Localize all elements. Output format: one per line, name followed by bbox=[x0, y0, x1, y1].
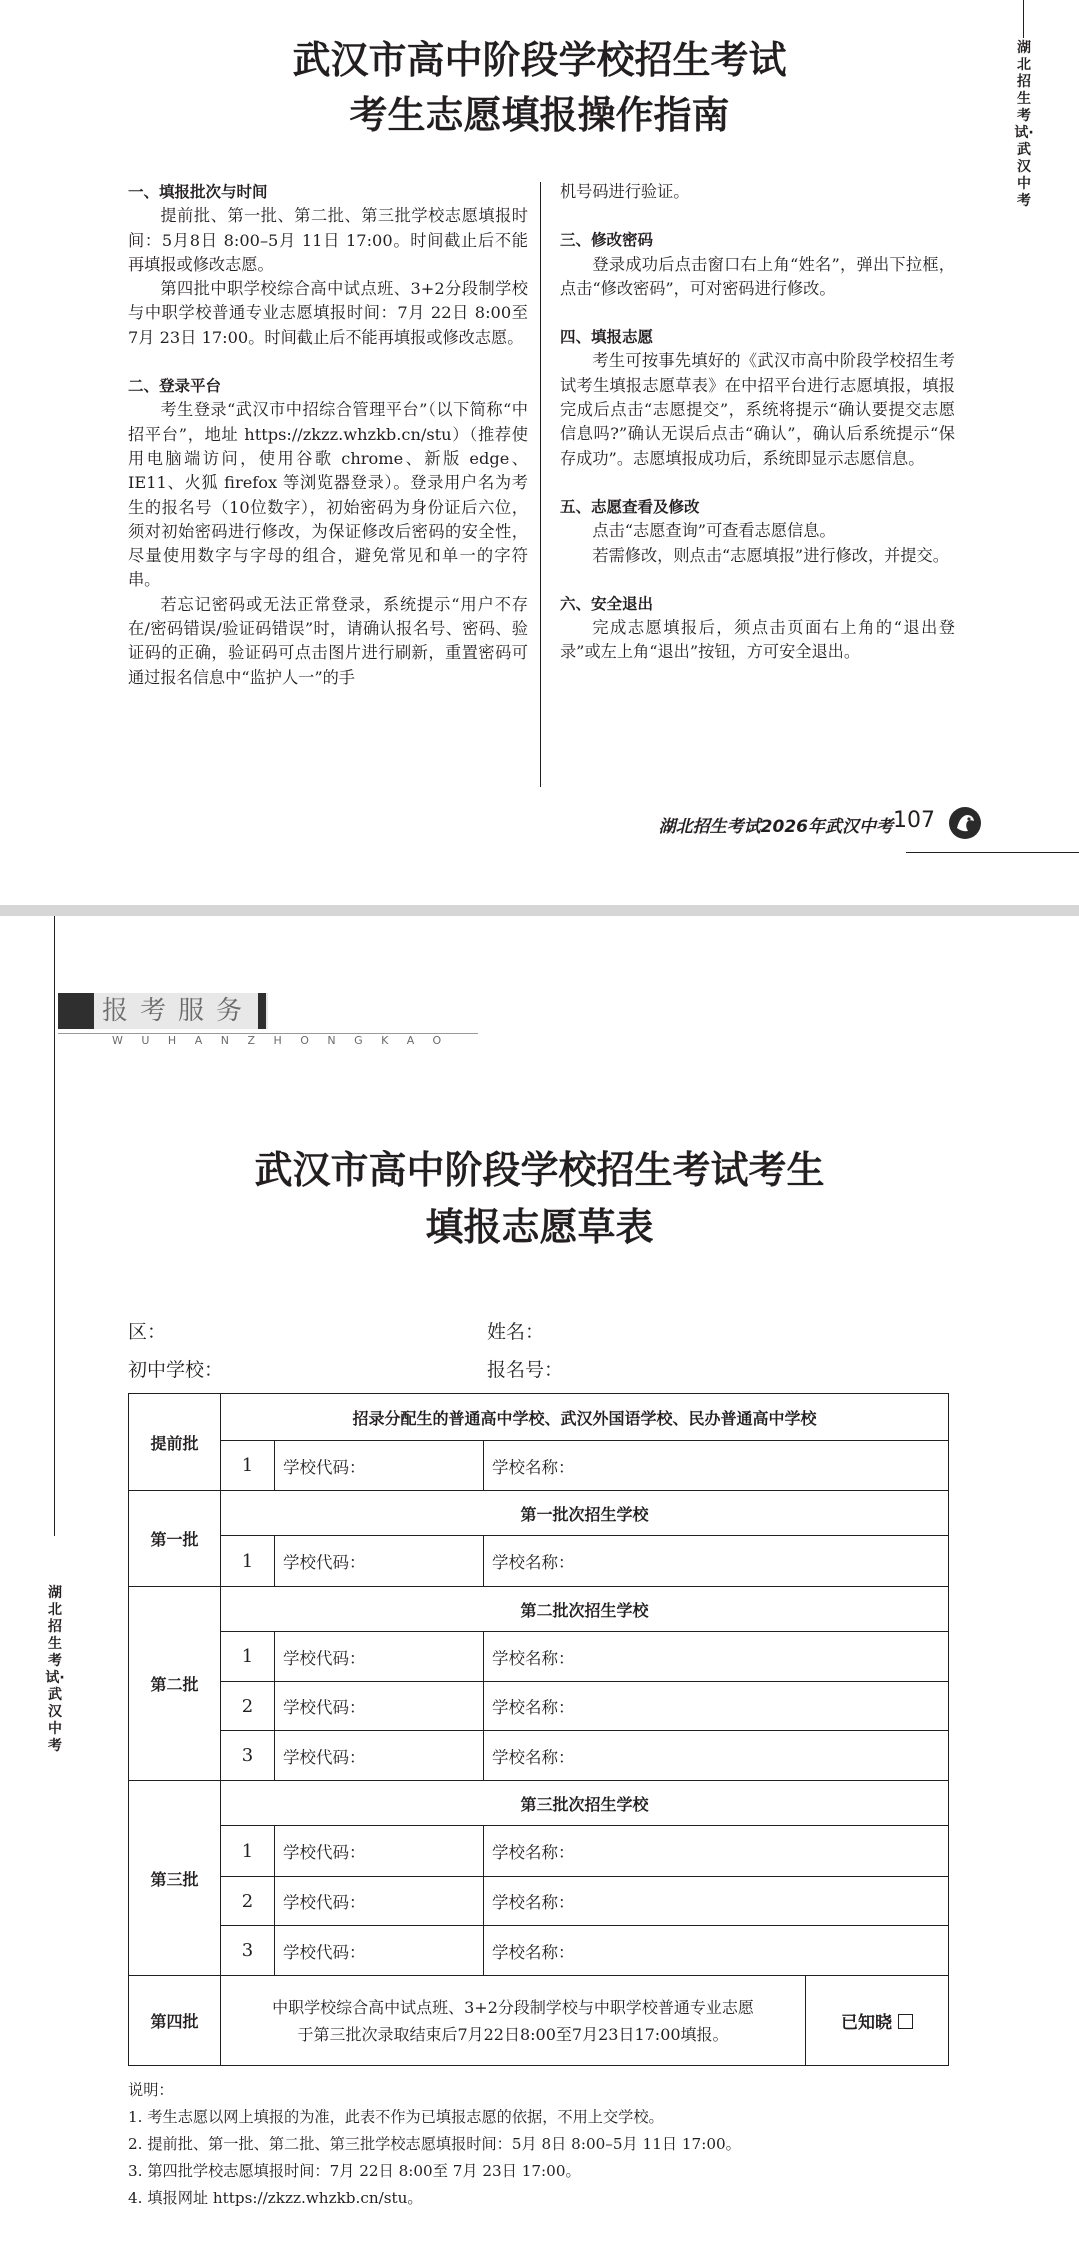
column-divider bbox=[540, 182, 541, 787]
guide-left-column bbox=[128, 180, 528, 690]
batch-label: 第二批 bbox=[129, 1587, 221, 1781]
note-item: 1. 考生志愿以网上填报的为准，此表不作为已填报志愿的依据，不用上交学校。 bbox=[128, 2108, 664, 2126]
page-separator bbox=[0, 905, 1079, 916]
reg-no-field-label: 报名号： bbox=[487, 1359, 564, 1381]
form-title-line2: 填报志愿草表 bbox=[425, 1205, 654, 1249]
volunteer-form-table bbox=[128, 1393, 949, 2066]
acknowledge-checkbox[interactable] bbox=[898, 2014, 913, 2029]
section-heading: 四、填报志愿 bbox=[560, 328, 654, 347]
section-heading: 五、志愿查看及修改 bbox=[560, 497, 700, 516]
footer-rule bbox=[906, 852, 1079, 853]
batch-header: 第一批次招生学校 bbox=[221, 1491, 949, 1536]
banner-subtitle: WUHANZHONGKAO bbox=[112, 1034, 460, 1047]
school-name-cell[interactable]: 学校名称： bbox=[484, 1877, 949, 1926]
school-code-cell[interactable]: 学校代码： bbox=[275, 1682, 484, 1731]
paragraph: 若忘记密码或无法正常登录，系统提示“用户不存在/密码错误/验证码错误”时，请确认报名号、密码、验证码的正确，验证码可点击图片进行刷新，重置密码可通过报名信息中“监护人一”的手 bbox=[128, 594, 528, 687]
note-item: 2. 提前批、第一批、第二批、第三批学校志愿填报时间：5月 8日 8:00–5月 11日 17:00。 bbox=[128, 2135, 741, 2153]
table-row bbox=[129, 1826, 949, 1877]
school-field-label: 初中学校： bbox=[128, 1359, 224, 1381]
batch-header-row bbox=[129, 1781, 949, 1826]
row-number: 3 bbox=[221, 1731, 275, 1781]
row-number: 1 bbox=[221, 1826, 275, 1877]
paragraph: 机号码进行验证。 bbox=[560, 182, 690, 201]
row-number: 1 bbox=[221, 1441, 275, 1491]
table-row bbox=[129, 1877, 949, 1926]
section-heading: 三、修改密码 bbox=[560, 231, 654, 250]
guide-title-line2: 考生志愿填报操作指南 bbox=[349, 93, 730, 137]
page-footer-journal: 湖北招生考试2026年武汉中考 bbox=[658, 817, 893, 837]
top-right-rule bbox=[1023, 0, 1024, 38]
row-number: 1 bbox=[221, 1632, 275, 1682]
table-row bbox=[129, 1682, 949, 1731]
table-row bbox=[129, 1441, 949, 1491]
batch-header-row bbox=[129, 1587, 949, 1632]
district-field-label: 区： bbox=[128, 1321, 167, 1343]
school-code-cell[interactable]: 学校代码： bbox=[275, 1731, 484, 1781]
banner-block bbox=[58, 993, 94, 1029]
batch-four-line1: 中职学校综合高中试点班、3+2分段制学校与中职学校普通专业志愿 bbox=[272, 1997, 754, 2017]
paragraph: 考生登录“武汉市中招综合管理平台”（以下简称“中招平台”，地址 https://zkzz.whzkb.cn/stu）（推荐使用电脑端访问，使用谷歌 chrome、新版 edge、IE11、火狐 firefox 等浏览器登录）。登录用户名为考生的报名号（10位数字），初始密码为身份证后六位，须对初始密码进行修改，为保证修改后密码的安全性，尽量使用数字与字母的组合，避免常见和单一的字符串。 bbox=[128, 400, 528, 590]
paragraph: 点击“志愿查询”可查看志愿信息。 bbox=[592, 521, 836, 541]
school-name-cell[interactable]: 学校名称： bbox=[484, 1441, 949, 1491]
batch-label: 提前批 bbox=[129, 1394, 221, 1491]
school-name-cell[interactable]: 学校名称： bbox=[484, 1731, 949, 1781]
notes-title: 说明： bbox=[128, 2081, 174, 2099]
journal-sidebar-right: 湖北招生考试·武汉中考 bbox=[1014, 40, 1034, 209]
row-number: 1 bbox=[221, 1536, 275, 1587]
row-number: 3 bbox=[221, 1926, 275, 1976]
school-code-cell[interactable]: 学校代码： bbox=[275, 1926, 484, 1976]
paragraph: 考生可按事先填好的《武汉市高中阶段学校招生考试考生填报志愿草表》在中招平台进行志愿填报，填报完成后点击“志愿提交”，系统将提示“确认要提交志愿信息吗?”确认无误后点击“确认”，确认后系统提示“保存成功”。志愿填报成功后，系统即显示志愿信息。 bbox=[560, 351, 955, 468]
section-heading: 二、登录平台 bbox=[128, 377, 222, 396]
batch-header: 第二批次招生学校 bbox=[221, 1587, 949, 1632]
batch-header-row bbox=[129, 1491, 949, 1536]
batch-label: 第四批 bbox=[129, 1976, 221, 2066]
row-number: 2 bbox=[221, 1877, 275, 1926]
page-number: 107 bbox=[893, 808, 935, 833]
batch-header: 第三批次招生学校 bbox=[221, 1781, 949, 1826]
table-row bbox=[129, 1926, 949, 1976]
school-code-cell[interactable]: 学校代码： bbox=[275, 1632, 484, 1682]
banner-title: 报考服务 bbox=[102, 996, 255, 1026]
banner-end-block bbox=[258, 993, 266, 1029]
guide-right-column bbox=[560, 180, 955, 665]
paragraph: 完成志愿填报后，须点击页面右上角的“退出登录”或左上角“退出”按钮，方可安全退出。 bbox=[560, 618, 955, 662]
section-heading: 一、填报批次与时间 bbox=[128, 183, 268, 201]
batch-label: 第三批 bbox=[129, 1781, 221, 1976]
school-name-cell[interactable]: 学校名称： bbox=[484, 1682, 949, 1731]
table-row bbox=[129, 1536, 949, 1587]
paragraph: 登录成功后点击窗口右上角“姓名”，弹出下拉框，点击“修改密码”，可对密码进行修改。 bbox=[560, 254, 955, 298]
school-code-cell[interactable]: 学校代码： bbox=[275, 1877, 484, 1926]
table-row bbox=[129, 1731, 949, 1781]
batch-header: 招录分配生的普通高中学校、武汉外国语学校、民办普通高中学校 bbox=[221, 1394, 949, 1441]
batch-label: 第一批 bbox=[129, 1491, 221, 1587]
school-code-cell[interactable]: 学校代码： bbox=[275, 1441, 484, 1491]
paragraph: 提前批、第一批、第二批、第三批学校志愿填报时间：5月8日 8:00–5月 11日 17:00。时间截止后不能再填报或修改志愿。 bbox=[128, 206, 528, 274]
note-item: 3. 第四批学校志愿填报时间：7月 22日 8:00至 7月 23日 17:00。 bbox=[128, 2162, 581, 2180]
row-number: 2 bbox=[221, 1682, 275, 1731]
school-name-cell[interactable]: 学校名称： bbox=[484, 1536, 949, 1587]
journal-logo-icon bbox=[948, 806, 982, 840]
acknowledge-cell[interactable] bbox=[806, 1976, 949, 2066]
paragraph: 若需修改，则点击“志愿填报”进行修改，并提交。 bbox=[592, 545, 949, 565]
school-name-cell[interactable]: 学校名称： bbox=[484, 1632, 949, 1682]
form-title-line1: 武汉市高中阶段学校招生考试考生 bbox=[254, 1148, 825, 1192]
school-name-cell[interactable]: 学校名称： bbox=[484, 1926, 949, 1976]
batch-four-description bbox=[221, 1976, 806, 2066]
section-heading: 六、安全退出 bbox=[560, 594, 654, 613]
batch-four-line2: 于第三批次录取结束后7月22日8:00至7月23日17:00填报。 bbox=[297, 2024, 729, 2044]
notes-section bbox=[128, 2077, 741, 2212]
guide-title-line1: 武汉市高中阶段学校招生考试 bbox=[292, 38, 787, 82]
name-field-label: 姓名： bbox=[487, 1321, 545, 1343]
school-name-cell[interactable]: 学校名称： bbox=[484, 1826, 949, 1877]
acknowledge-label: 已知晓 bbox=[841, 2013, 892, 2033]
note-item: 4. 填报网址 https://zkzz.whzkb.cn/stu。 bbox=[128, 2189, 423, 2207]
school-code-cell[interactable]: 学校代码： bbox=[275, 1826, 484, 1877]
batch-header-row bbox=[129, 1394, 949, 1441]
batch-four-row bbox=[129, 1976, 949, 2066]
school-code-cell[interactable]: 学校代码： bbox=[275, 1536, 484, 1587]
paragraph: 第四批中职学校综合高中试点班、3+2分段制学校与中职学校普通专业志愿填报时间：7月 22日 8:00至 7月 23日 17:00。时间截止后不能再填报或修改志愿。 bbox=[128, 279, 528, 347]
table-row bbox=[129, 1632, 949, 1682]
journal-sidebar-left: 湖北招生考试·武汉中考 bbox=[45, 1585, 65, 1754]
